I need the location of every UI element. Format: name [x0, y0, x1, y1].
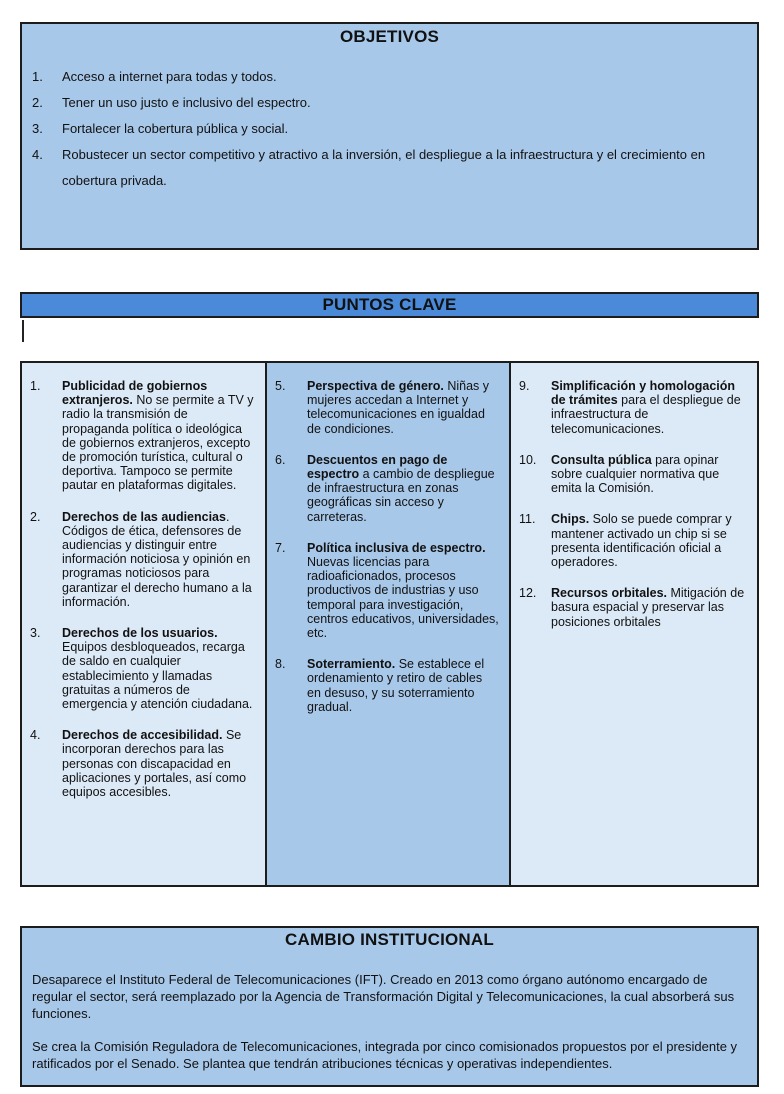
item-body	[551, 586, 747, 629]
item-heading: Chips.	[551, 512, 590, 527]
item-number: 8.	[275, 657, 286, 672]
item-number: 4.	[32, 147, 43, 162]
item-number: 7.	[275, 540, 286, 555]
paragraph: Desaparece el Instituto Federal de Telecomunicaciones (IFT). Creado en 2013 como órgano autónomo encargado de regular el sector, será reemplazado por la Agencia de Transformación Digital y Telecomunicaciones, la cual absorberá sus funciones.	[32, 972, 735, 1021]
item-heading: Soterramiento.	[307, 657, 396, 672]
list-item	[32, 64, 737, 90]
puntos-clave-table	[20, 361, 759, 887]
item-heading: Consulta pública	[551, 452, 652, 467]
puntos-column-2	[267, 363, 511, 885]
list-item	[32, 142, 737, 194]
item-text: Se incorporan derechos para las personas con discapacidad en aplicaciones y portales, así como equipos accesibles.	[62, 728, 247, 800]
item-body	[62, 510, 255, 609]
item-text: para el despliegue de infraestructura de telecomunicaciones.	[551, 393, 741, 436]
item-number: 12.	[519, 586, 537, 601]
list-item	[32, 116, 737, 142]
item-number: 11.	[519, 512, 536, 527]
item-body	[551, 512, 747, 569]
item-number: 2.	[32, 95, 43, 110]
item-number: 4.	[30, 728, 41, 743]
cambio-institucional-title: CAMBIO INSTITUCIONAL	[285, 930, 494, 949]
item-body	[62, 728, 255, 799]
item-text: Fortalecer la cobertura pública y social.	[62, 121, 289, 136]
item-text: Se establece el ordenamiento y retiro de cables en desuso, y su soterramiento gradual.	[307, 657, 485, 714]
item-number: 3.	[30, 626, 41, 641]
item-body	[307, 657, 499, 714]
item-heading: Derechos de accesibilidad.	[62, 728, 223, 743]
text-cursor	[22, 320, 24, 342]
objetivos-list	[22, 64, 757, 194]
item-heading: Derechos de las audiencias	[62, 509, 226, 524]
puntos-clave-title: PUNTOS CLAVE	[322, 295, 457, 314]
puntos-column-3	[511, 363, 757, 885]
item-number: 2.	[30, 509, 41, 524]
item-number: 1.	[30, 379, 41, 393]
list-item	[30, 626, 255, 711]
list-item	[275, 379, 499, 436]
objetivos-title: OBJETIVOS	[339, 27, 440, 46]
item-body	[551, 453, 747, 496]
item-heading: Derechos de los usuarios.	[62, 626, 218, 641]
list-item	[519, 586, 747, 629]
item-heading: Simplificación y homologación de trámites	[551, 379, 736, 408]
item-text: Niñas y mujeres accedan a Internet y telecomunicaciones en igualdad de condiciones.	[307, 379, 490, 436]
item-number: 1.	[32, 69, 43, 84]
item-text: Solo se puede comprar y mantener activado un chip si se presenta identificación oficial a operadores.	[551, 512, 732, 570]
item-body	[551, 379, 747, 436]
item-text: Robustecer un sector competitivo y atractivo a la inversión, el despliegue a la infraestructura y el crecimiento en cobertura privada.	[62, 147, 706, 188]
item-body	[307, 453, 499, 524]
list-item	[275, 541, 499, 640]
item-number: 5.	[275, 379, 286, 393]
item-text: para opinar sobre cualquier normativa que emita la Comisión.	[551, 452, 720, 496]
item-number: 10.	[519, 452, 537, 467]
objetivos-section	[20, 22, 759, 250]
list-item	[519, 453, 747, 496]
item-number: 3.	[32, 121, 43, 136]
list-item	[519, 512, 747, 569]
item-body	[62, 379, 255, 493]
item-heading: Perspectiva de género.	[307, 379, 444, 393]
item-number: 6.	[275, 452, 286, 467]
item-body	[307, 379, 499, 436]
item-text: No se permite a TV y radio la transmisión de propaganda política o ideológica de gobiernos extranjeros, excepto de promoción turística, cultural o deportiva. Tampoco se permite pautar en plataformas digitales.	[62, 393, 254, 493]
cambio-institucional-section	[20, 926, 759, 1087]
item-text: Tener un uso justo e inclusivo del espectro.	[62, 95, 311, 110]
item-heading: Publicidad de gobiernos extranjeros.	[62, 379, 208, 408]
paragraph: Se crea la Comisión Reguladora de Telecomunicaciones, integrada por cinco comisionados propuestos por el presidente y ratificados por el Senado. Se plantea que tendrán atribuciones técnicas y operativas independientes.	[32, 1039, 738, 1071]
item-heading: Descuentos en pago de espectro	[307, 452, 448, 482]
list-item	[30, 379, 255, 493]
list-item	[32, 90, 737, 116]
item-text: Equipos desbloqueados, recarga de saldo en cualquier establecimiento y llamadas gratuitas a números de emergencia y atención ciudadana.	[62, 640, 253, 712]
item-heading: Política inclusiva de espectro.	[307, 540, 486, 555]
item-number: 9.	[519, 379, 530, 393]
item-text: . Códigos de ética, defensores de audiencias y distinguir entre información noticiosa y opinión en programas noticiosos para garantizar el derecho humano a la información.	[62, 509, 252, 609]
list-item	[30, 728, 255, 799]
list-item	[519, 379, 747, 436]
item-text: Mitigación de basura espacial y preservar las posiciones orbitales	[551, 586, 745, 629]
puntos-column-1	[22, 363, 267, 885]
item-text: Acceso a internet para todas y todos.	[62, 69, 277, 84]
item-heading: Recursos orbitales.	[551, 586, 668, 601]
item-body	[62, 626, 255, 711]
item-text: a cambio de despliegue de infraestructura en zonas geográficas sin acceso y carreteras.	[307, 467, 495, 524]
puntos-clave-header	[20, 292, 759, 318]
list-item	[30, 510, 255, 609]
list-item	[275, 657, 499, 714]
item-text: Nuevas licencias para radioaficionados, procesos productivos de industrias y uso temporal para investigación, centros educativos, universidades, etc.	[307, 555, 499, 641]
item-body	[307, 541, 499, 640]
list-item	[275, 453, 499, 524]
